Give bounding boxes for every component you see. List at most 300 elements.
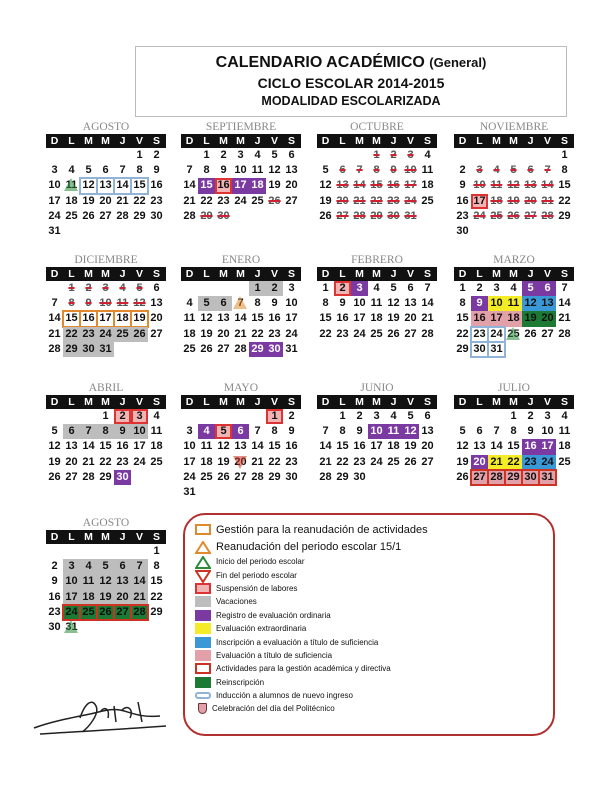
weekday-header (317, 267, 437, 281)
day-cell: 1 (102, 410, 109, 422)
day-cell: 13 (336, 179, 349, 192)
day-cell: 30 (471, 342, 488, 357)
day-cell: 6 (153, 282, 160, 294)
day-cell: 28 (48, 342, 61, 355)
day-cell: 11 (150, 425, 163, 438)
day-cell: 27 (114, 605, 131, 620)
weekday-label: J (254, 135, 261, 147)
day-cell: 21 (234, 327, 247, 340)
day-cell: 1 (339, 410, 346, 422)
day-cell: 19 (319, 194, 332, 207)
day-cell: 8 (136, 164, 143, 177)
empty-cell (215, 409, 232, 424)
weekday-label: D (185, 268, 194, 280)
day-cell: 19 (131, 311, 148, 326)
day-cell: 22 (336, 455, 349, 468)
day-cell: 10 (131, 424, 148, 439)
weekday-label: V (135, 135, 143, 147)
weekday-label: L (203, 135, 210, 147)
day-cell: 28 (116, 209, 129, 222)
day-cell: 27 (336, 209, 349, 222)
month-enero (181, 253, 301, 357)
day-cell: 16 (48, 590, 61, 603)
day-cell: 24 (539, 455, 556, 470)
day-cell: 2 (476, 282, 483, 294)
day-cell: 7 (131, 559, 148, 574)
day-cell: 16 (471, 311, 488, 326)
month-name: NOVIEMBRE (479, 121, 549, 133)
weekday-label: S (152, 135, 160, 147)
day-cell: 29 (336, 470, 349, 483)
day-cell: 30 (80, 342, 97, 357)
weekday-label: S (152, 531, 160, 543)
day-cell: 5 (51, 425, 58, 438)
day-cell: 20 (471, 455, 488, 470)
day-cell: 23 (285, 455, 298, 468)
day-cell: 17 (471, 194, 488, 209)
weekday-label: D (50, 268, 59, 280)
day-cell: 4 (119, 282, 126, 294)
day-cell: 19 (268, 179, 281, 192)
orange-square-outline-icon (195, 524, 211, 535)
day-cell: 8 (459, 297, 466, 310)
day-cell: 2 (51, 560, 58, 573)
empty-cell (488, 409, 505, 424)
day-cell: 18 (249, 178, 266, 193)
weekday-header (454, 267, 574, 281)
day-cell: 27 (285, 194, 298, 207)
day-cell: 5 (215, 424, 232, 439)
orange-triangle-icon (195, 541, 211, 552)
day-cell: 1 (561, 149, 568, 161)
day-cell: 6 (232, 424, 249, 439)
day-cell: 24 (133, 455, 146, 468)
day-cell: 16 (522, 439, 539, 454)
legend-label: Evaluación a título de suficiencia (216, 650, 333, 660)
day-cell: 21 (116, 194, 129, 207)
day-cell: 11 (490, 179, 503, 192)
day-cell: 4 (68, 164, 75, 177)
day-cell: 15 (319, 312, 332, 325)
day-cell: 19 (217, 455, 230, 468)
day-cell: 18 (558, 440, 571, 453)
day-cell: 16 (80, 311, 97, 326)
weekday-label: V (543, 268, 551, 280)
day-cell: 9 (390, 164, 397, 177)
day-cell: 26 (82, 209, 95, 222)
day-cell: 16 (353, 440, 366, 453)
day-cell: 6 (288, 149, 295, 161)
day-cell: 16 (268, 312, 281, 325)
weekday-label: D (50, 135, 59, 147)
weekday-label: M (236, 268, 245, 280)
day-cell: 15 (131, 178, 148, 193)
day-cell: 23 (268, 327, 281, 340)
day-cell: 8 (97, 424, 114, 439)
day-cell: 21 (421, 312, 434, 325)
day-cell: 28 (353, 209, 366, 222)
empty-cell (505, 148, 522, 163)
day-cell: 27 (65, 470, 78, 483)
day-cell: 24 (488, 327, 505, 342)
empty-cell (215, 281, 232, 296)
day-cell: 24 (353, 327, 366, 340)
month-julio (454, 381, 574, 485)
day-cell: 26 (200, 342, 213, 355)
weekday-label: S (287, 396, 295, 408)
day-cell: 9 (356, 425, 363, 438)
day-cell: 17 (370, 440, 383, 453)
day-cell: 17 (48, 194, 61, 207)
day-cell: 9 (220, 164, 227, 177)
day-cell: 7 (356, 164, 363, 177)
month-mayo (181, 381, 301, 500)
month-agosto-2015 (46, 516, 166, 635)
day-cell: 29 (133, 209, 146, 222)
day-cell: 18 (183, 327, 196, 340)
pink-square-icon (195, 650, 211, 661)
legend-item (195, 689, 545, 702)
day-cell: 17 (488, 311, 505, 326)
day-cell: 28 (488, 470, 505, 485)
day-cell: 13 (65, 440, 78, 453)
day-cell: 23 (387, 194, 400, 207)
empty-cell (131, 544, 148, 559)
day-cell: 25 (558, 455, 571, 468)
legend-item (195, 609, 545, 622)
day-cell: 22 (319, 327, 332, 340)
day-cell: 18 (65, 194, 78, 207)
day-cell: 30 (266, 342, 283, 357)
shield-icon (198, 703, 207, 714)
month-name: MARZO (493, 254, 535, 266)
day-grid (181, 148, 301, 224)
month-name: OCTUBRE (350, 121, 404, 133)
day-cell: 5 (510, 164, 517, 177)
weekday-label: M (101, 135, 110, 147)
weekday-label: L (339, 135, 346, 147)
empty-cell (317, 148, 334, 163)
weekday-label: J (527, 268, 534, 280)
day-cell: 8 (254, 297, 261, 310)
weekday-label: J (390, 135, 397, 147)
day-cell: 3 (102, 282, 109, 294)
day-cell: 24 (404, 194, 417, 207)
day-cell: 18 (80, 590, 97, 605)
green-square-icon (195, 677, 211, 688)
day-cell: 13 (404, 297, 417, 310)
day-cell: 21 (558, 312, 571, 325)
weekday-label: J (254, 396, 261, 408)
weekday-label: M (492, 135, 501, 147)
day-cell: 16 (150, 179, 163, 192)
weekday-label: M (84, 396, 93, 408)
day-cell: 19 (404, 440, 417, 453)
empty-cell (63, 409, 80, 424)
day-cell: 18 (505, 311, 522, 326)
day-cell: 7 (254, 425, 261, 438)
day-cell: 21 (488, 455, 505, 470)
day-cell: 14 (183, 179, 196, 192)
day-cell: 25 (80, 605, 97, 620)
legend-item (195, 702, 545, 715)
day-cell: 9 (271, 297, 278, 310)
day-cell: 5 (97, 559, 114, 574)
day-cell: 18 (421, 179, 434, 192)
weekday-label: S (423, 135, 431, 147)
day-cell: 3 (237, 149, 244, 161)
day-cell: 12 (507, 179, 520, 192)
day-cell: 28 (421, 327, 434, 340)
month-name: SEPTIEMBRE (205, 121, 277, 133)
day-cell: 2 (527, 410, 534, 422)
day-cell: 12 (97, 574, 114, 589)
day-cell: 29 (63, 342, 80, 357)
day-cell: 28 (541, 209, 554, 222)
day-cell: 16 (336, 312, 349, 325)
weekday-label: D (185, 396, 194, 408)
day-cell: 14 (421, 297, 434, 310)
day-cell: 1 (153, 545, 160, 557)
weekday-label: M (509, 268, 518, 280)
day-cell: 25 (251, 194, 264, 207)
day-cell: 14 (114, 178, 131, 193)
weekday-header (454, 134, 574, 148)
empty-cell (181, 148, 198, 163)
day-cell: 30 (114, 470, 131, 485)
cycle-subtitle: CICLO ESCOLAR 2014-2015 (257, 75, 445, 91)
day-cell: 6 (539, 281, 556, 296)
day-cell: 20 (232, 455, 249, 470)
day-cell: 24 (285, 327, 298, 340)
day-cell: 19 (82, 194, 95, 207)
weekday-label: V (406, 135, 414, 147)
day-cell: 31 (488, 342, 505, 357)
weekday-header (46, 267, 166, 281)
day-cell: 26 (131, 327, 148, 342)
day-cell: 11 (200, 440, 213, 453)
day-cell: 5 (198, 296, 215, 311)
day-cell: 2 (153, 149, 160, 161)
month-name: AGOSTO (82, 121, 130, 133)
day-cell: 22 (370, 194, 383, 207)
day-cell: 2 (459, 164, 466, 177)
legend-label: Gestión para la reanudación de actividades (216, 523, 428, 536)
weekday-label: V (543, 396, 551, 408)
day-cell: 15 (99, 440, 112, 453)
day-cell: 9 (288, 425, 295, 438)
day-cell: 21 (541, 194, 554, 207)
day-cell: 6 (339, 164, 346, 177)
day-cell: 3 (544, 410, 551, 422)
day-cell: 24 (370, 455, 383, 468)
weekday-label: M (236, 396, 245, 408)
day-cell: 6 (102, 164, 109, 177)
weekday-label: J (119, 396, 126, 408)
empty-cell (488, 148, 505, 163)
day-grid (181, 409, 301, 500)
day-cell: 26 (319, 209, 332, 222)
day-cell: 21 (131, 590, 148, 605)
day-cell: 14 (353, 179, 366, 192)
legend (183, 513, 555, 736)
month-abril (46, 381, 166, 485)
day-cell: 11 (505, 296, 522, 311)
day-cell: 1 (322, 282, 329, 294)
legend-label: Inscripción a evaluación a título de suficiencia (216, 637, 379, 647)
weekday-label: M (219, 396, 228, 408)
legend-item (195, 538, 545, 555)
day-cell: 15 (63, 311, 80, 326)
weekday-label: L (339, 396, 346, 408)
day-cell: 16 (285, 440, 298, 453)
legend-label: Registro de evaluación ordinaria (216, 610, 331, 620)
day-cell: 12 (48, 440, 61, 453)
empty-cell (63, 544, 80, 559)
day-cell: 24 (48, 209, 61, 222)
day-cell: 27 (217, 342, 230, 355)
day-cell: 18 (370, 312, 383, 325)
empty-cell (80, 148, 97, 163)
day-cell: 1 (266, 409, 283, 424)
day-cell: 25 (421, 194, 434, 207)
day-grid (454, 281, 574, 357)
empty-cell (46, 281, 63, 296)
day-cell: 22 (63, 327, 80, 342)
day-cell: 3 (131, 409, 148, 424)
day-cell: 4 (153, 410, 160, 422)
day-cell: 10 (285, 297, 298, 310)
day-cell: 10 (183, 440, 196, 453)
day-cell: 30 (353, 470, 366, 483)
day-cell: 15 (198, 178, 215, 193)
weekday-label: D (50, 531, 59, 543)
weekday-label: L (68, 268, 75, 280)
day-cell: 1 (136, 149, 143, 161)
day-cell: 15 (268, 440, 281, 453)
empty-cell (97, 148, 114, 163)
day-cell: 22 (200, 194, 213, 207)
day-cell: 16 (456, 194, 469, 207)
day-cell: 18 (490, 194, 503, 207)
weekday-label: S (287, 135, 295, 147)
weekday-label: L (68, 396, 75, 408)
empty-cell (80, 544, 97, 559)
day-cell: 17 (353, 312, 366, 325)
day-cell: 8 (510, 425, 517, 438)
day-cell: 19 (97, 590, 114, 605)
page-title: CALENDARIO ACADÉMICO (General) (215, 54, 487, 71)
month-febrero (317, 253, 437, 342)
legend-item (195, 582, 545, 595)
weekday-label: M (509, 135, 518, 147)
day-cell: 7 (322, 425, 329, 438)
day-cell: 17 (232, 178, 249, 193)
day-cell: 30 (387, 209, 400, 222)
weekday-label: S (560, 396, 568, 408)
calendar-header (135, 46, 567, 117)
day-cell: 21 (319, 455, 332, 468)
day-cell: 4 (561, 410, 568, 422)
empty-cell (471, 148, 488, 163)
day-cell: 14 (82, 440, 95, 453)
green-triangle-icon (195, 556, 211, 567)
day-cell: 14 (558, 297, 571, 310)
red-down-triangle-icon (195, 570, 211, 581)
day-cell: 22 (456, 327, 469, 340)
gray-square-icon (195, 596, 211, 607)
weekday-header (181, 267, 301, 281)
red-square-icon (195, 583, 211, 594)
day-cell: 11 (251, 164, 264, 177)
month-name: JULIO (498, 382, 530, 394)
day-cell: 14 (490, 440, 503, 453)
day-cell: 18 (114, 311, 131, 326)
day-cell: 22 (99, 455, 112, 468)
lightblue-outline-icon (195, 692, 211, 699)
day-cell: 18 (200, 455, 213, 468)
legend-item (195, 568, 545, 581)
day-cell: 8 (561, 164, 568, 177)
day-cell: 12 (268, 164, 281, 177)
day-cell: 5 (322, 164, 329, 177)
day-cell: 17 (404, 179, 417, 192)
empty-cell (334, 148, 351, 163)
month-agosto (46, 120, 166, 239)
day-cell: 15 (507, 440, 520, 453)
day-cell: 19 (48, 455, 61, 468)
day-cell: 3 (186, 425, 193, 438)
day-cell: 11 (370, 297, 383, 310)
day-cell: 11 (558, 425, 571, 438)
day-cell: 31 (539, 470, 556, 485)
day-cell: 17 (183, 455, 196, 468)
weekday-label: S (152, 396, 160, 408)
weekday-label: V (543, 135, 551, 147)
day-cell: 8 (373, 164, 380, 177)
day-cell: 22 (150, 590, 163, 603)
day-cell: 14 (541, 179, 554, 192)
month-diciembre (46, 253, 166, 357)
day-cell: 18 (150, 440, 163, 453)
empty-cell (471, 409, 488, 424)
weekday-header (181, 134, 301, 148)
day-cell: 21 (183, 194, 196, 207)
day-cell: 29 (558, 209, 571, 222)
day-cell: 27 (150, 327, 163, 340)
weekday-label: M (101, 531, 110, 543)
weekday-label: J (119, 268, 126, 280)
day-cell: 21 (48, 327, 61, 340)
day-grid (46, 544, 166, 635)
weekday-label: S (560, 135, 568, 147)
weekday-header (454, 395, 574, 409)
day-cell: 23 (217, 194, 230, 207)
day-cell: 29 (456, 342, 469, 355)
day-cell: 27 (99, 209, 112, 222)
weekday-label: S (152, 268, 160, 280)
day-cell: 29 (200, 209, 213, 222)
day-cell: 30 (456, 224, 469, 237)
day-cell: 25 (490, 209, 503, 222)
weekday-label: V (135, 531, 143, 543)
day-cell: 5 (459, 425, 466, 438)
day-cell: 30 (150, 209, 163, 222)
day-cell: 20 (150, 312, 163, 325)
purple-square-icon (195, 610, 211, 621)
day-cell: 10 (368, 424, 385, 439)
day-cell: 1 (373, 149, 380, 161)
